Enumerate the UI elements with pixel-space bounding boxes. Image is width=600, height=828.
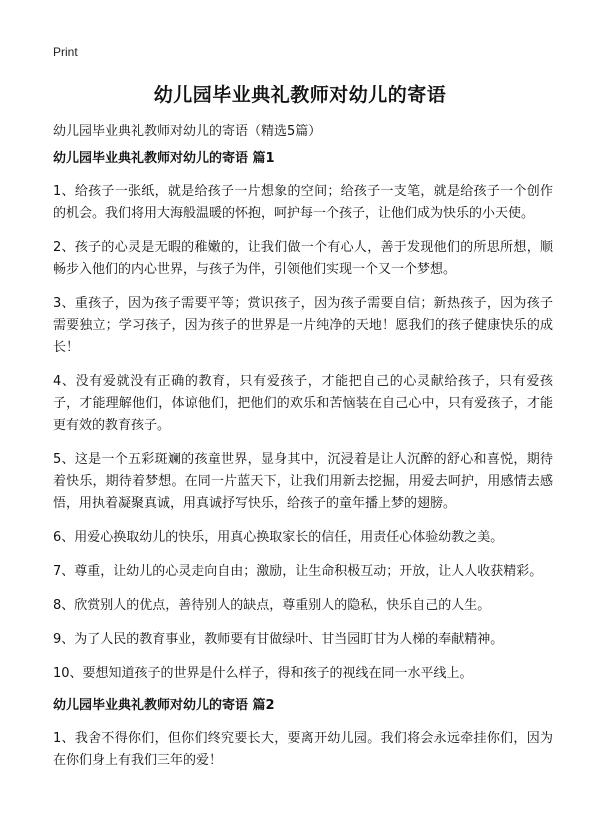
section-heading: 幼儿园毕业典礼教师对幼儿的寄语 篇1 (53, 151, 275, 166)
paragraph: 9、为了人民的教育事业，教师要有甘做绿叶、甘当园盯甘为人梯的奉献精神。 (53, 632, 504, 647)
paragraph: 6、用爱心换取幼儿的快乐，用真心换取家长的信任，用责任心体验幼教之美。 (53, 530, 504, 545)
section-2 (53, 697, 553, 772)
paragraph: 2、孩子的心灵是无暇的稚嫩的，让我们做一个有心人，善于发现他们的所思所想，顺畅步入他们的内心世界，与孩子为伴，引领他们实现一个又一个梦想。 (53, 240, 553, 277)
document-body (53, 150, 553, 784)
print-link[interactable]: Print (53, 45, 78, 59)
paragraph: 5、这是一个五彩斑斓的孩童世界，显身其中，沉浸着是让人沉醉的舒心和喜悦，期待着快乐，期待着梦想。在同一片蓝天下，让我们用新去挖掘，用爱去呵护，用感情去感悟，用执着凝聚真诚，用真诚抒写快乐，给孩子的童年播上梦的翅膀。 (53, 452, 553, 511)
paragraph: 7、尊重，让幼儿的心灵走向自由；激励，让生命积极互动；开放，让人人收获精彩。 (53, 564, 543, 579)
paragraph: 3、重孩子，因为孩子需要平等；赏识孩子，因为孩子需要自信；新热孩子，因为孩子需要独立；学习孩子，因为孩子的世界是一片纯净的天地！愿我们的孩子健康快乐的成长！ (53, 296, 553, 355)
paragraph: 8、欣赏别人的优点，善待别人的缺点，尊重别人的隐私，快乐自己的人生。 (53, 598, 491, 613)
paragraph: 1、我舍不得你们，但你们终究要长大，要离开幼儿园。我们将会永远牵挂你们，因为在你们身上有我们三年的爱！ (53, 731, 553, 768)
paragraph: 10、要想知道孩子的世界是什么样子，得和孩子的视线在同一水平线上。 (53, 666, 473, 681)
paragraph: 1、给孩子一张纸，就是给孩子一片想象的空间；给孩子一支笔，就是给孩子一个创作的机会。我们将用大海般温暖的怀抱，呵护每一个孩子，让他们成为快乐的小天使。 (53, 184, 553, 221)
section-1 (53, 150, 553, 685)
document-title: 幼儿园毕业典礼教师对幼儿的寄语 (153, 84, 447, 106)
document-subtitle: 幼儿园毕业典礼教师对幼儿的寄语（精选5篇） (53, 124, 322, 139)
section-heading: 幼儿园毕业典礼教师对幼儿的寄语 篇2 (53, 698, 275, 713)
paragraph: 4、没有爱就没有正确的教育，只有爱孩子，才能把自己的心灵献给孩子，只有爱孩子，才能理解他们，体谅他们，把他们的欢乐和苦恼装在自己心中，只有爱孩子，才能更有效的教育孩子。 (53, 374, 553, 433)
